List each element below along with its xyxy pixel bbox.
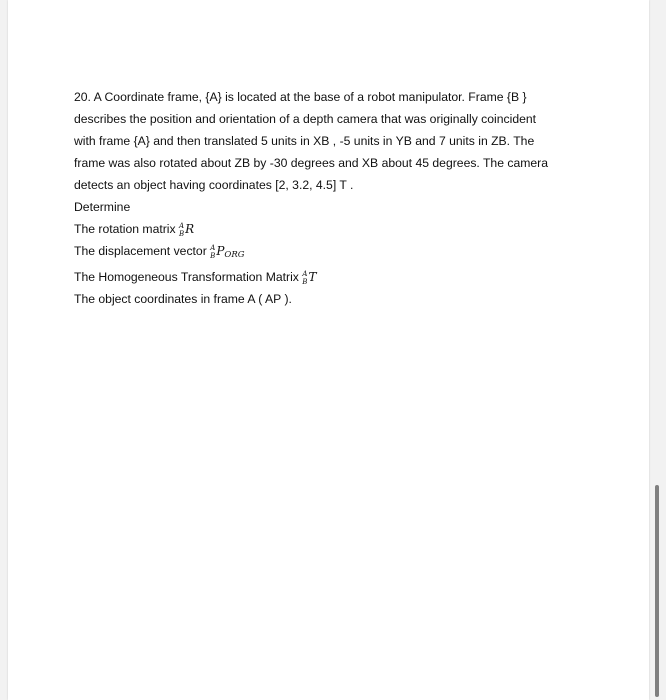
scrollbar-thumb[interactable] — [655, 485, 659, 697]
statement-line-3: with frame {A} and then translated 5 units in XB , -5 units in YB and 7 units in ZB. The — [74, 134, 535, 148]
item-homogeneous-text: The Homogeneous Transformation Matrix — [74, 270, 303, 284]
item-displacement-text: The displacement vector — [74, 244, 211, 258]
displacement-subscript: ORG — [224, 250, 245, 260]
item-rotation-matrix — [74, 218, 574, 240]
rotation-sup: A — [179, 222, 185, 230]
homogeneous-symbol: T — [308, 270, 317, 284]
rotation-sub: B — [179, 230, 185, 238]
determine-label: Determine — [74, 200, 131, 214]
vertical-scrollbar[interactable] — [654, 0, 662, 700]
displacement-frame-indices — [210, 244, 215, 260]
item-homogeneous-matrix — [74, 266, 574, 288]
rotation-frame-indices — [179, 222, 184, 238]
displacement-sub: B — [210, 252, 216, 260]
statement-line-2: describes the position and orientation of a depth camera that was originally coincident — [74, 112, 537, 126]
homogeneous-sup: A — [302, 270, 308, 278]
statement-line-5: detects an object having coordinates [2, 3.2, 4.5] T . — [74, 178, 354, 192]
homogeneous-sub: B — [302, 278, 308, 286]
item-displacement-vector — [74, 240, 574, 266]
displacement-sup: A — [210, 244, 216, 252]
item-object-coordinates: The object coordinates in frame A ( AP ). — [74, 292, 292, 306]
item-rotation-text: The rotation matrix — [74, 222, 179, 236]
homogeneous-frame-indices — [302, 270, 307, 286]
statement-line-4: frame was also rotated about ZB by -30 degrees and XB about 45 degrees. The camera — [74, 156, 549, 170]
displacement-symbol: P — [216, 244, 225, 258]
problem-text — [74, 86, 574, 310]
statement-line-1: 20. A Coordinate frame, {A} is located at the base of a robot manipulator. Frame {B } — [74, 90, 527, 104]
problem-statement — [74, 86, 574, 196]
rotation-symbol: R — [185, 222, 195, 236]
